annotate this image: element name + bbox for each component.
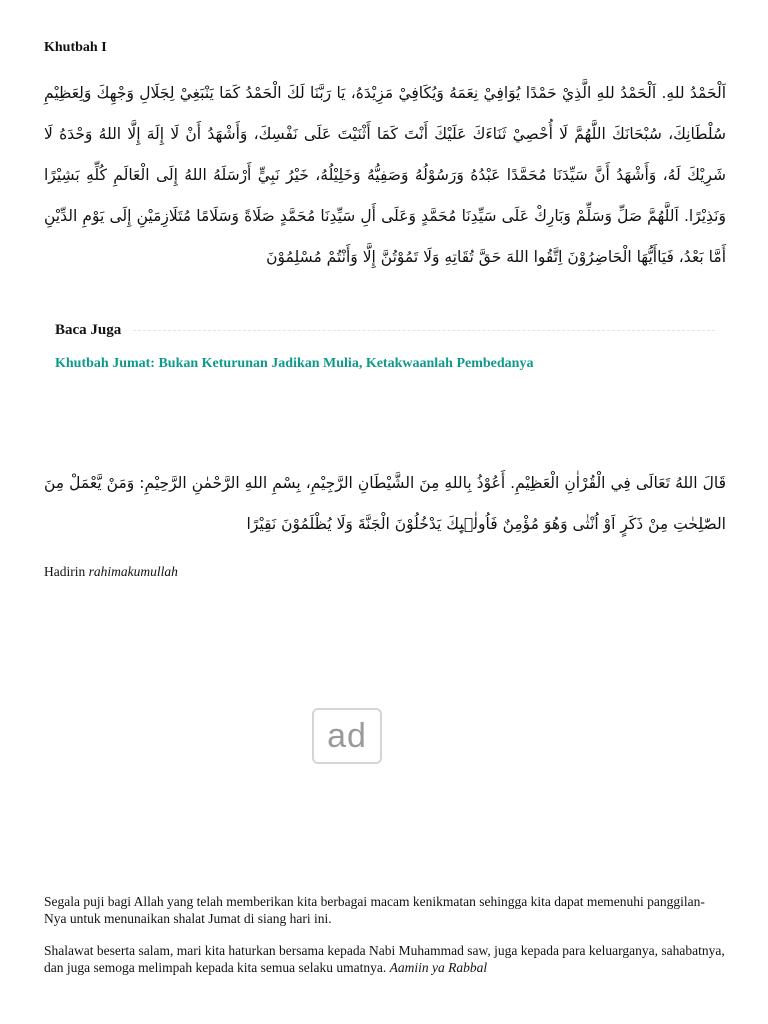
read-also-article-link[interactable]: Khutbah Jumat: Bukan Keturunan Jadikan Mulia, Ketakwaanlah Pembedanya [55,356,534,371]
khutbah-heading: Khutbah I [44,40,107,55]
hadirin-greeting [44,563,726,580]
read-also-divider [133,330,715,331]
paragraph-praise: Segala puji bagi Allah yang telah memberikan kita berbagai macam kenikmatan sehingga kita dapat memenuhi panggilan-Nya untuk menunaikan shalat Jumat di siang hari ini. [44,894,705,926]
hadirin-prefix: Hadirin [44,564,89,579]
ad-placeholder[interactable] [312,708,382,764]
hadirin-italic: rahimakumullah [88,564,178,579]
arabic-quran-verse: قَالَ اللهُ تَعَالَى فِي الْقُرْاٰنِ الْعَظِيْمِ. أَعُوْذُ بِاللهِ مِنَ الشَّيْطَانِ الرَّجِيْمِ، بِسْمِ اللهِ الرَّحْمٰنِ الرَّحِيْمِ: وَمَنْ يَّعْمَلْ مِنَ الصّٰلِحٰتِ مِنْ ذَكَرٍ اَوْ اُنْثٰى وَهُوَ مُؤْمِنٌ فَاُولٰۤىِٕكَ يَدْخُلُوْنَ الْجَنَّةَ وَلَا يُظْلَمُوْنَ نَقِيْرًا [44,474,726,533]
arabic-opening-text: اَلْحَمْدُ للهِ. اَلْحَمْدُ للهِ الَّذِيْ حَمْدًا يُوَافِيْ نِعَمَهُ وَيُكَافِيْ مَزِيْدَهُ، يَا رَبَّنَا لَكَ الْحَمْدُ كَمَا يَنْبَغِيْ لِجَلَالِ وَجْهِكَ وَلِعَظِيْمِ سُلْطَانِكَ، سُبْحَانَكَ اللَّهُمَّ لَا أُحْصِيْ ثَنَاءَكَ عَلَيْكَ أَنْتَ كَمَا أَثْنَيْتَ عَلَى نَفْسِكَ، وَأَشْهَدُ أَنْ لَا إِلَهَ إِلَّا اللهُ وَحْدَهُ لَا شَرِيْكَ لَهُ، وَأَشْهَدُ أَنَّ سَيِّدَنَا مُحَمَّدًا عَبْدُهُ وَرَسُوْلُهُ وَصَفِيُّهُ وَخَلِيْلُهُ، خَيْرُ نَبِيٍّ أَرْسَلَهُ اللهُ إِلَى الْعَالَمِ كُلِّهِ بَشِيْرًا وَنَذِيْرًا. اَللَّهُمَّ صَلِّ وَسَلِّمْ وَبَارِكْ عَلَى سَيِّدِنَا مُحَمَّدٍ وَعَلَى أَلِ سَيِّدِنَا مُحَمَّدٍ صَلَاةً وَسَلَامًا مُتَلَازِمَيْنِ إِلَى يَوْمِ الدِّيْنِ أَمَّا بَعْدُ، فَيَاأَيُّهَا الْحَاضِرُوْنَ اِتَّقُوا اللهَ حَقَّ تُقَاتِهِ وَلَا تَمُوْتُنَّ إِلَّا وَأَنْتُمْ مُسْلِمُوْنَ [44,84,726,266]
read-also-header [55,320,715,340]
paragraph-shalawat-text: Shalawat beserta salam, mari kita haturkan bersama kepada Nabi Muhammad saw, juga kepada para keluarganya, sahabatnya, dan juga semoga melimpah kepada kita semua selaku umatnya. [44,943,725,975]
read-also-title: Baca Juga [55,322,122,338]
paragraph-shalawat-italic: Aamiin ya Rabbal [389,960,488,975]
ad-label: ad [327,717,367,755]
read-also-box [44,312,726,382]
paragraph-shalawat [44,942,726,976]
